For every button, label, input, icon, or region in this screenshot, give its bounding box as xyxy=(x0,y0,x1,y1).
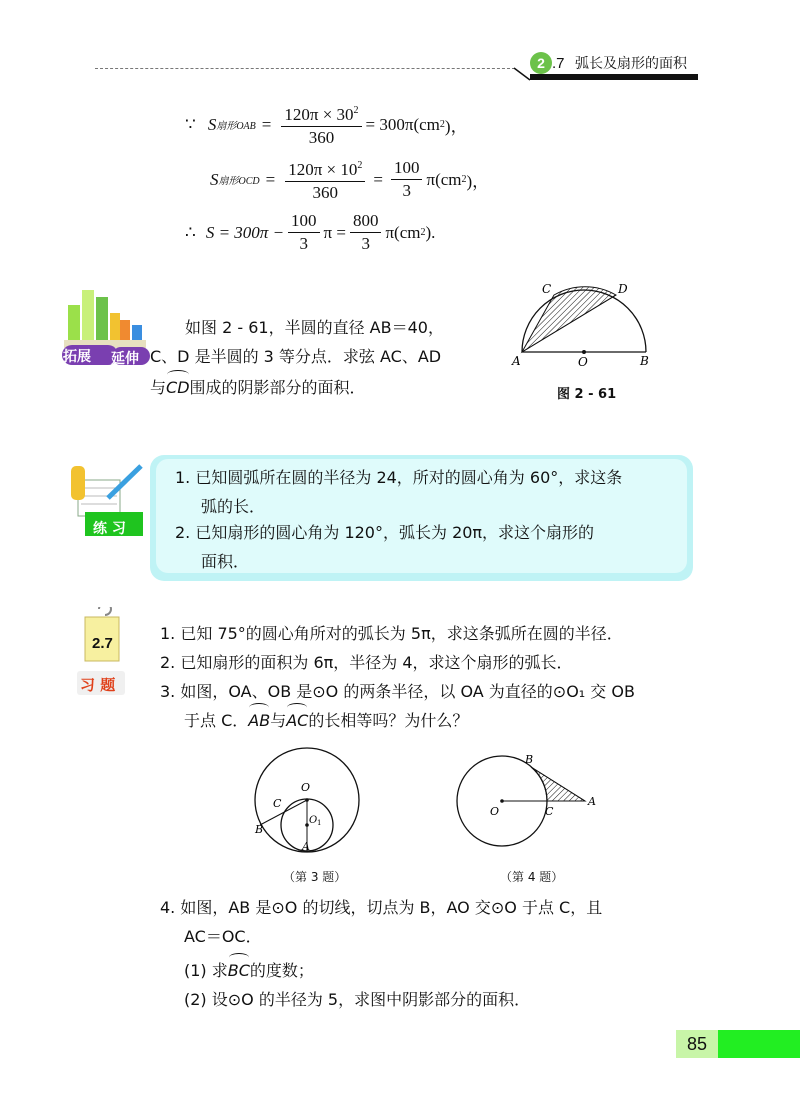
section-title: 弧长及扇形的面积 xyxy=(575,56,687,72)
extension-line-1: 如图 2 - 61，半圆的直径 AB＝40， xyxy=(185,318,444,337)
fig261-label-C: C xyxy=(542,282,552,296)
header-bar xyxy=(530,74,698,80)
fig261-label-O: O xyxy=(578,355,588,369)
practice-item-2-line-2: 面积． xyxy=(201,552,250,571)
exercise-item-4-sub-2: (2) 设⊙O 的半径为 5，求图中阴影部分的面积． xyxy=(184,990,531,1009)
exercise-item-1: 1. 已知 75°的圆心角所对的弧长为 5π，求这条弧所在圆的半径． xyxy=(160,624,623,643)
figure-2-61-caption: 图 2 - 61 xyxy=(557,387,617,402)
extension-badge-label-1: 拓展 xyxy=(63,349,91,365)
figure-exercise-4 xyxy=(455,745,605,860)
fig261-label-B: B xyxy=(640,354,649,368)
exercise-item-4-line-1: 4. 如图，AB 是⊙O 的切线，切点为 B，AO 交⊙O 于点 C，且 xyxy=(160,898,603,917)
section-number: 2 .7 xyxy=(530,52,565,74)
figure-exercise-3 xyxy=(245,745,375,855)
fig3-label-O: O xyxy=(301,781,311,794)
equation-2: S 扇形OCD = $\frac{120\pi \times 10^2}{360}$ = $\frac{100}{3}$ π(cm 2 )， xyxy=(210,155,489,204)
fig261-label-D: D xyxy=(618,282,628,296)
fig4-label-O: O xyxy=(490,805,500,818)
header-slant-mark xyxy=(512,54,532,84)
fig3-label-C: C xyxy=(273,797,282,810)
exercise-badge-label: 习 题 xyxy=(80,676,116,694)
fig3-label-B: B xyxy=(255,823,264,836)
figure-exercise-3-caption: （第 3 题） xyxy=(283,870,347,884)
exercise-item-4-line-2: AC＝OC． xyxy=(184,927,262,946)
exercise-item-3-line-2: 于点 C．AB与AC的长相等吗？为什么？ xyxy=(184,706,468,735)
practice-badge-label: 练 习 xyxy=(93,521,126,537)
header-dashed-rule xyxy=(95,68,515,69)
fig4-label-C: C xyxy=(545,805,554,818)
extension-line-2: C、D 是半圆的 3 等分点．求弦 AC、AD xyxy=(150,347,442,366)
fig3-label-O1-sub: 1 xyxy=(317,819,322,827)
fig3-label-A: A xyxy=(302,840,310,853)
exercise-badge-number: 2.7 xyxy=(92,635,113,652)
exercise-item-4-sub-1: (1) 求BC的度数； xyxy=(184,956,314,985)
practice-item-1-line-1: 1. 已知圆弧所在圆的半径为 24，所对的圆心角为 60°，求这条 xyxy=(175,468,623,487)
extension-line-3: 与CD围成的阴影部分的面积． xyxy=(150,373,366,402)
fig4-label-A: A xyxy=(588,795,596,808)
figure-exercise-4-caption: （第 4 题） xyxy=(500,870,564,884)
page-number: 85 xyxy=(676,1030,718,1058)
figure-2-61 xyxy=(510,275,670,370)
exercise-item-3-line-1: 3. 如图，OA、OB 是⊙O 的两条半径，以 OA 为直径的⊙O₁ 交 OB xyxy=(160,682,635,701)
equation-1: ∵ S 扇形OAB = $\frac{120\pi \times 30^2}{360}$ = 300π(cm 2 )， xyxy=(185,100,468,149)
exercise-item-2: 2. 已知扇形的面积为 6π，半径为 4，求这个扇形的弧长． xyxy=(160,653,573,672)
extension-badge-label-2: 延伸 xyxy=(111,351,139,367)
fig261-label-A: A xyxy=(512,354,521,368)
equation-3: ∴ S = 300π − $\frac{100}{3}$ π = $\frac{800}{3}$ π(cm 2 ). xyxy=(185,211,436,253)
fig3-label-O1: O xyxy=(309,815,318,826)
fig4-label-B: B xyxy=(525,753,534,766)
practice-item-1-line-2: 弧的长． xyxy=(201,497,266,516)
practice-item-2-line-1: 2. 已知扇形的圆心角为 120°，弧长为 20π，求这个扇形的 xyxy=(175,523,595,542)
